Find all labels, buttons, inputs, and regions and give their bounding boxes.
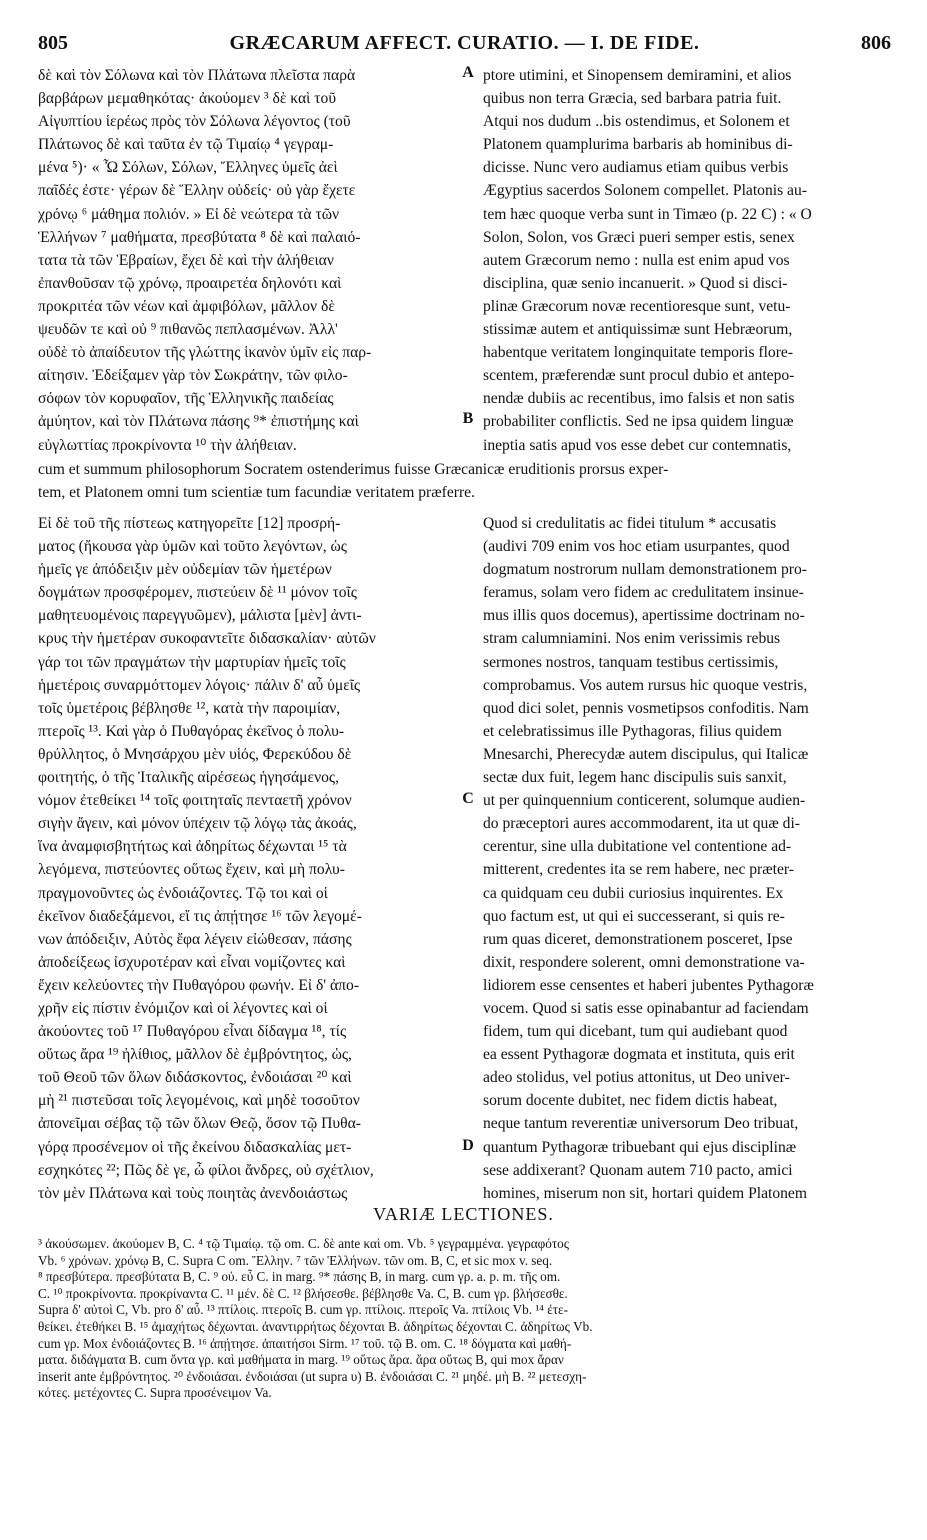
text-line: Πλάτωνος δὲ καὶ ταῦτα ἐν τῷ Τιμαίῳ ⁴ γεγραμ- [38, 136, 334, 154]
text-line: θρύλλητος, ὁ Μνησάρχου μὲν υἱός, Φερεκύδου δὲ [38, 745, 352, 763]
text-line: ἐπανθοῦσαν τῷ χρόνῳ, προαιρετέα δηλονότι καὶ [38, 274, 342, 292]
text-line: πραγμονοῦντες ὡς ἐνδοιάζοντες. Τῷ τοι καὶ οἱ [38, 884, 328, 902]
text-line: sorum docente dubitet, nec fidem dictis habeat, [483, 1092, 778, 1110]
text-line: dicisse. Nunc vero audiamus etiam quibus verbis [483, 159, 789, 177]
text-line: cerentur, sine ulla dubitatione vel contentione ad- [483, 838, 792, 856]
text-line: fidem, tum qui dicebant, tum qui audiebant quod [483, 1023, 788, 1041]
text-line: ἐκεῖνον διαδεξάμενοι, εἴ τις ἀπῄτησε ¹⁶ τῶν λεγομέ- [38, 907, 362, 925]
text-line: γάρ τοι τῶν πραγμάτων τὴν μαρτυρίαν ἡμεῖς τοῖς [38, 653, 346, 671]
text-line: dogmatum nostrorum nullam demonstrationem pro- [483, 561, 807, 579]
text-line: τοῦ Θεοῦ τῶν ὅλων διδάσκοντος, ἐνδοιάσαι ²⁰ καὶ [38, 1069, 352, 1087]
text-line: Mnesarchi, Pherecydæ autem discipulus, qui Italicæ [483, 745, 809, 763]
note-line: θείκει. ἐτεθήκει B. ¹⁵ ἀμαχήτως δέχωνται. ἀναντιρρήτως δέχονται B. ἀδηρίτως δέχονται C. ἀδηρίτως Vb. [38, 1318, 593, 1334]
text-line: habentque veritatem longinquitate temporis flore- [483, 344, 794, 362]
text-line: lidiorem esse censentes et haberi jubentes Pythagoræ [483, 976, 814, 994]
text-line: tem, et Platonem omni tum scientiæ tum facundiæ veritatem præferre. [38, 484, 475, 502]
note-line: C. ¹⁰ προκρίνοντα. προκρίναντα C. ¹¹ μέν. δὲ C. ¹² βλήσεσθε. βέβλησθε Va. C, B. cum γρ. βλήσεσθε. [38, 1285, 568, 1301]
text-line: δογμάτων προσφέρομεν, πιστεύειν δὲ ¹¹ μόνον τοῖς [38, 584, 357, 602]
note-line: ⁸ πρεσβύτερα. πρεσβύτατα B, C. ⁹ οὐ. εὖ C. in marg. ⁹* πάσης B, in marg. cum γρ. a. p. m. τῆς om. [38, 1269, 561, 1285]
text-line: homines, miserum non sit, hortari quidem Platonem [483, 1184, 807, 1202]
margin-marker-c: C [462, 790, 474, 807]
text-line: χρόνῳ ⁶ μάθημα πολιόν. » Εἰ δὲ νεώτερα τὰ τῶν [38, 205, 340, 223]
text-line: neque tantum reverentiæ universorum Deo tribuat, [483, 1115, 799, 1133]
text-line: μένα ⁵)· « Ὦ Σόλων, Σόλων, Ἕλληνες ὑμεῖς ἀεὶ [38, 159, 338, 177]
text-line: Atqui nos dudum ..bis ostendimus, et Solonem et [483, 113, 790, 131]
variant-readings [38, 1236, 890, 1402]
margin-marker-d: D [462, 1137, 474, 1154]
note-line: Vb. ⁶ χρόνων. χρόνῳ B, C. Supra C om. Ἕλλην. ⁷ τῶν Ἑλλήνων. τῶν om. B, C, et sic mox v. seq. [38, 1252, 553, 1268]
text-line: mitterent, credentes ita se rem habere, nec præter- [483, 861, 794, 879]
text-line: βαρβάρων μεμαθηκότας· ἀκούομεν ³ δὲ καὶ τοῦ [38, 90, 337, 108]
text-line: αίτησιν. Ἐδείξαμεν γὰρ τὸν Σωκράτην, τῶν φιλο- [38, 367, 348, 385]
text-line: adeo stolidus, vel potius attonitus, ut Deo univer- [483, 1069, 790, 1087]
note-line: ³ ἀκούσωμεν. ἀκούομεν B, C. ⁴ τῷ Τιμαίῳ. τῷ om. C. δὲ ante καὶ om. Vb. ⁵ γεγραμμένα. γεγραφότος [38, 1236, 569, 1251]
page-number-right: 806 [861, 32, 891, 54]
text-line: sectæ dux fuit, legem hanc discipulis suis sanxit, [483, 769, 787, 787]
text-line: cum et summum philosophorum Socratem ostenderimus fuisse Græcanicæ eruditionis prorsus exper- [38, 461, 669, 478]
text-line: ca quidquam ceu dubii curiosius inquirentes. Ex [483, 884, 784, 902]
note-line: Supra δ' αὐτοὶ C, Vb. pro δ' αὖ. ¹³ πτίλοις. πτεροῖς B. cum γρ. πτίλοις. πτεροῖς Va. πτίλοις Vb. ¹⁴ ἐτε- [38, 1302, 568, 1318]
text-line: probabiliter conflictis. Sed ne ipsa quidem linguæ [483, 413, 794, 431]
text-line: mus illis quos docemus), apertissime doctrinam no- [483, 607, 805, 625]
text-line: ineptia satis apud vos esse debet cur contemnatis, [483, 436, 792, 454]
text-line: tem hæc quoque verba sunt in Timæo (p. 22 C) : « O [483, 205, 812, 223]
text-line: disciplina, quæ senio incanuerit. » Quod si disci- [483, 274, 788, 292]
text-line: ἀκούοντες τοῦ ¹⁷ Πυθαγόρου εἶναι δίδαγμα ¹⁸, τίς [38, 1023, 347, 1041]
text-line: ea essent Pythagoræ dogmata et instituta, quis erit [483, 1046, 795, 1064]
text-line: sese addixerant? Quonam autem 710 pacto, amici [483, 1161, 793, 1179]
latin-column-bottom [483, 512, 890, 1205]
full-width-text [38, 458, 890, 504]
text-line: autem Græcorum nemo : nulla est enim apud vos [483, 251, 790, 269]
greek-column-top [38, 64, 456, 457]
text-line: ἡμετέροις συναρμόττομεν λόγοις· πάλιν δ' αὖ ὑμεῖς [38, 676, 361, 694]
text-line: δὲ καὶ τὸν Σόλωνα καὶ τὸν Πλάτωνα πλεῖστα παρὰ [38, 67, 356, 84]
text-line: Solon, Solon, vos Græci pueri semper estis, senex [483, 228, 795, 246]
text-line: quibus non terra Græcia, sed barbara patria fuit. [483, 90, 782, 108]
text-line: do præceptori aures accommodarent, ita ut quæ di- [483, 815, 800, 833]
text-line: rum quas diceret, demonstrationem posceret, Ipse [483, 930, 793, 948]
note-line: ματα. διδάγματα B. cum ὄντα γρ. καὶ μαθήματα in marg. ¹⁹ οὕτως ἄρα. ἄρα οὕτως B, qui mox ἄραν [38, 1352, 564, 1368]
text-line: dixit, respondere solerent, omni demonstratione va- [483, 953, 805, 971]
text-line: εὐγλωττίας προκρίνοντα ¹⁰ τὴν ἀλήθειαν. [38, 436, 297, 454]
text-line: νων ἀπόδειξιν, Αὐτὸς ἔφα λέγειν εἰώθεσαν, πάσης [38, 930, 352, 948]
text-line: ἀποδείξεως ἰσχυροτέραν καὶ εἶναι νομίζοντες καὶ [38, 953, 346, 971]
text-line: φοιτητής, ὁ τῆς Ἰταλικῆς αἱρέσεως ἡγησάμενος, [38, 769, 340, 787]
text-line: ἡμεῖς γε ἀπόδειξιν μὲν οὐδεμίαν τῶν ἡμετέρων [38, 561, 332, 579]
greek-column-bottom [38, 512, 456, 1205]
text-line: quo factum est, ut qui ei successerant, si quis re- [483, 907, 785, 925]
text-line: feramus, solam vero fidem ac credulitatem insinue- [483, 584, 804, 602]
text-line: χρῆν εἰς πίστιν ἐνόμιζον καὶ οἱ λέγοντες καὶ οἱ [38, 999, 328, 1017]
text-line: (audivi 709 enim vos hoc etiam usurpantes, quod [483, 538, 790, 556]
text-line: μὴ ²¹ πιστεῦσαι τοῖς λεγομένοις, καὶ μηδὲ τοσοῦτον [38, 1092, 360, 1110]
text-line: stram calumniamini. Nos enim verissimis rebus [483, 630, 781, 648]
text-line: τὸν μὲν Πλάτωνα καὶ τοὺς ποιητὰς ἀνενδοιάστως [38, 1184, 348, 1202]
text-line: γόρᾳ προσένεμον οἱ τῆς ἐκείνου διδασκαλίας μετ- [38, 1138, 352, 1156]
text-line: comprobamus. Vos autem rursus hic quoque vestris, [483, 676, 808, 694]
note-line: inserit ante ἐμβρόντητος. ²⁰ ἐνδοιάσαι. ἐνδοιάσαι (ut supra υ) B. ἐνδοιάσαι C. ²¹ μηδέ. μὴ B. ²² μετεσχη- [38, 1368, 587, 1384]
text-line: quod dici solet, pennis vosmetipsos confoditis. Nam [483, 699, 809, 717]
text-line: ἀμύητον, καὶ τὸν Πλάτωνα πάσης ⁹* ἐπιστήμης καὶ [38, 413, 359, 431]
margin-marker-b: B [462, 410, 474, 427]
text-line: nendæ dubiis ac recentibus, imo falsis et non satis [483, 390, 795, 408]
text-line: οὕτως ἄρα ¹⁹ ἠλίθιος, μᾶλλον δὲ ἐμβρόντητος, ὡς, [38, 1046, 352, 1064]
text-line: ἔχειν κελεύοντες τὴν Πυθαγόρου φωνήν. Εἰ δ' ἀπο- [38, 976, 360, 994]
text-line: ἀπονεῖμαι σέβας τῷ τῶν ὅλων Θεῷ, ὅσον τῷ Πυθα- [38, 1115, 361, 1133]
text-line: plinæ Græcorum novæ recentioresque sunt, vetu- [483, 297, 791, 315]
text-line: Εἰ δὲ τοῦ τῆς πίστεως κατηγορεῖτε [12] προσρή- [38, 515, 341, 532]
running-title: GRÆCARUM AFFECT. CURATIO. — I. DE FIDE. [229, 32, 700, 54]
text-line: εσχηκότες ²²; Πῶς δὲ γε, ὦ φίλοι ἄνδρες, οὐ σχέτλιον, [38, 1161, 374, 1179]
latin-column-top [483, 64, 890, 457]
text-line: et celebratissimus ille Pythagoras, filius quidem [483, 722, 782, 740]
section-heading: VARIÆ LECTIONES. [373, 1204, 554, 1224]
text-line: stissimæ autem et antiquissimæ sunt Hebræorum, [483, 321, 793, 339]
running-header [38, 32, 891, 60]
text-line: προκριτέα τῶν νέων καὶ ἀμφιβόλων, μᾶλλον δὲ [38, 297, 335, 315]
text-line: quantum Pythagoræ tribuebant qui ejus disciplinæ [483, 1138, 797, 1156]
text-line: scentem, præferendæ sunt procul dubio et antepo- [483, 367, 795, 385]
page-number-left: 805 [38, 32, 68, 54]
margin-marker-a: A [462, 64, 474, 81]
text-line: λεγόμενα, πιστεύοντες οὕτως ἔχειν, καὶ μὴ πολυ- [38, 861, 345, 879]
text-line: σιγὴν ἄγειν, καὶ μόνον ὑπέχειν τῷ λόγῳ τὰς ἀκοάς, [38, 815, 357, 833]
text-line: κρυς τὴν ἡμετέραν συκοφαντεῖτε διδασκαλίαν· αὐτῶν [38, 630, 376, 648]
text-line: τατα τὰ τῶν Ἑβραίων, ἔχει δὲ καὶ τὴν ἀλήθειαν [38, 251, 334, 269]
text-line: Αἰγυπτίου ἱερέως πρὸς τὸν Σόλωνα λέγοντος (τοῦ [38, 113, 351, 131]
text-line: ut per quinquennium conticerent, solumque audien- [483, 792, 806, 810]
text-line: οὐδὲ τὸ ἀπαίδευτον τῆς γλώττης ἱκανὸν ὑμῖν εἰς παρ- [38, 344, 372, 362]
text-line: μαθητευομένοις παρεγγυῶμεν), μάλιστα [μὲν] ἀντι- [38, 607, 362, 625]
text-line: παῖδές ἐστε· γέρων δὲ Ἕλλην οὐδείς· οὐ γὰρ ἔχετε [38, 182, 356, 200]
text-line: Ἑλλήνων ⁷ μαθήματα, πρεσβύτατα ⁸ δὲ καὶ παλαιό- [38, 228, 361, 246]
note-line: κότες. μετέχοντες C. Supra προσένειμον Va. [38, 1385, 272, 1401]
text-line: sermones nostros, tanquam testibus certissimis, [483, 653, 779, 671]
text-line: πτεροῖς ¹³. Καὶ γὰρ ὁ Πυθαγόρας ἐκεῖνος ὁ πολυ- [38, 722, 345, 740]
text-line: ἵνα ἀναμφισβητήτως καὶ ἀδηρίτως δέχωνται ¹⁵ τὰ [38, 838, 347, 856]
text-line: ptore utimini, et Sinopensem demiramini, et alios [483, 67, 792, 84]
note-line: cum γρ. Mox ἐνδοιάζοντες B. ¹⁶ ἀπῄτησε. ἀπαιτήσοι Sirm. ¹⁷ τοῦ. τῷ B. om. C. ¹⁸ δόγματα καὶ μαθή- [38, 1335, 572, 1351]
text-line: νόμον ἐτεθείκει ¹⁴ τοῖς φοιτηταῖς πενταετῆ χρόνον [38, 792, 352, 810]
text-line: Quod si credulitatis ac fidei titulum * accusatis [483, 515, 777, 532]
text-line: ψευδῶν τε καὶ οὐ ⁹ πιθανῶς πεπλασμένων. Ἀλλ' [38, 321, 338, 339]
text-line: ματος (ἤκουσα γὰρ ὑμῶν καὶ τοῦτο λεγόντων, ὡς [38, 538, 347, 556]
text-line: σόφων τὸν κορυφαῖον, τῆς Ἑλληνικῆς παιδείας [38, 390, 334, 408]
text-line: τοῖς ὑμετέροις βέβλησθε ¹², κατὰ τὴν παροιμίαν, [38, 699, 341, 717]
text-line: Platonem quamplurima barbaris ab hominibus di- [483, 136, 793, 154]
text-line: Ægyptius sacerdos Solonem compellet. Platonis au- [483, 182, 807, 200]
text-line: vocem. Quod si satis esse opinabantur ad faciendam [483, 999, 809, 1017]
